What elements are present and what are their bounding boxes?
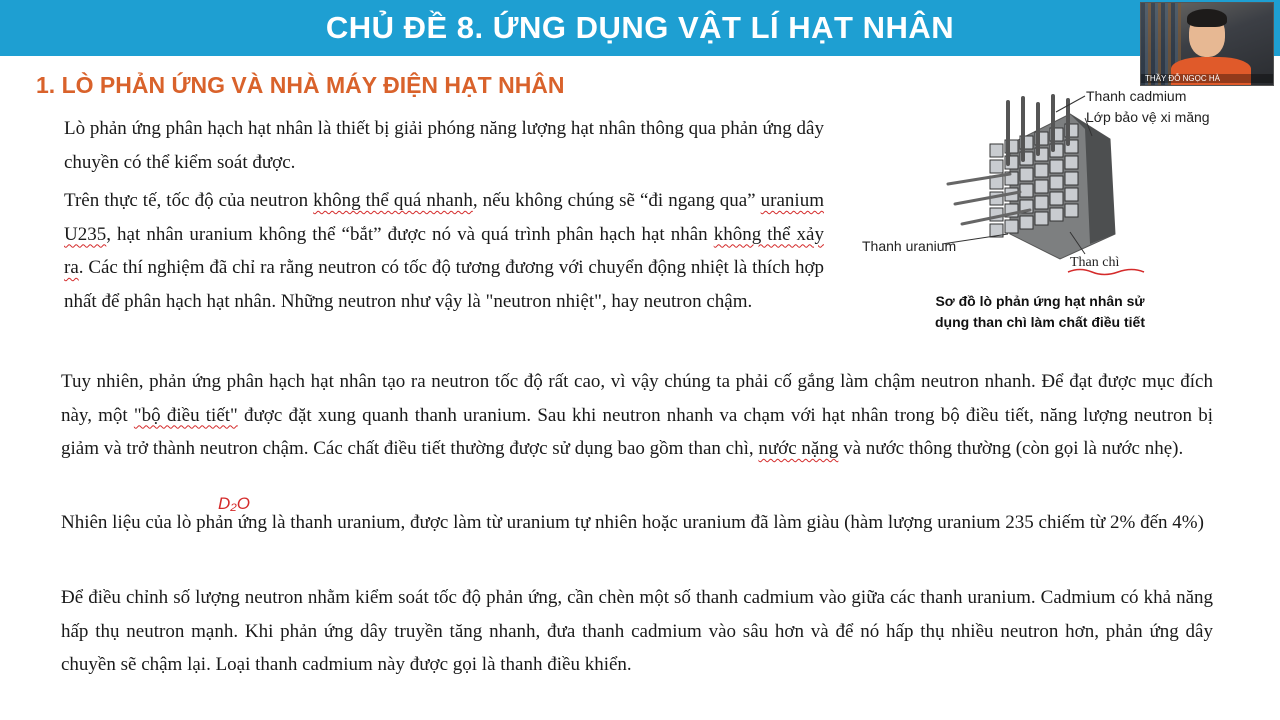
text-span: Tuy nhiên, phản ứng phân hạch hạt nhân tạo ra neutron tốc độ rất cao, vì vậy chúng ta phải cố gắng làm chậm neutron nhanh. Để đạt được mục đích này, một (61, 371, 1213, 426)
section-title: 1. LÒ PHẢN ỨNG VÀ NHÀ MÁY ĐIỆN HẠT NHÂN (36, 72, 565, 98)
underlined-phrase: "bộ điều tiết" (133, 404, 238, 426)
paragraph-fuel: Nhiên liệu của lò phản ứng là thanh uranium, được làm từ uranium tự nhiên hoặc uranium đã làm giàu (hàm lượng uranium 235 chiếm từ 2% đến 4%) (61, 512, 1204, 533)
presenter-hair (1187, 9, 1227, 27)
paragraph-intro: Lò phản ứng phân hạch hạt nhân là thiết bị giải phóng năng lượng hạt nhân thông qua phản ứng dây chuyền có thể kiểm soát được. (64, 118, 824, 173)
caption-line: dụng than chì làm chất điều tiết (934, 314, 1145, 330)
text-span: , nếu không chúng sẽ “đi ngang qua” (472, 190, 761, 211)
paragraph-control-rods: Để điều chỉnh số lượng neutron nhằm kiểm soát tốc độ phản ứng, cần chèn một số thanh cadmium vào giữa các thanh uranium. Cadmium có khả năng hấp thụ neutron mạnh. Khi phản ứng dây truyền tăng nhanh, đưa thanh cadmium vào sâu hơn và để nó hấp thụ nhiều neutron hơn, phản ứng dây chuyền sẽ chậm lại. Loại thanh cadmium này được gọi là thanh điều khiển. (61, 587, 1213, 675)
paragraph-moderator (61, 365, 1213, 466)
handwritten-annotation: D₂O (218, 494, 250, 513)
label-graphite: Than chì (1070, 255, 1120, 270)
text-span: được đặt xung quanh thanh uranium. Sau khi neutron nhanh va chạm với hạt nhân trong bộ điều tiết, năng lượng neutron bị giảm và trở thành neutron chậm. Các chất điều tiết thường được sử dụng bao gồm than chì, (61, 404, 1213, 459)
paragraph-neutron-speed (64, 184, 824, 318)
webcam-video (1140, 2, 1274, 86)
text-span: . Các thí nghiệm đã chỉ ra rằng neutron có tốc độ tương đương với chuyển động nhiệt là thích hợp nhất để phân hạch hạt nhân. Những neutron như vậy là "neutron nhiệt", hay neutron chậm. (64, 257, 824, 312)
underlined-phrase: không thể quá nhanh (313, 190, 473, 211)
label-uranium-rod: Thanh uranium (862, 238, 957, 254)
text-span: , hạt nhân uranium không thể “bắt” được nó và quá trình phân hạch hạt nhân (106, 223, 714, 245)
text-span: và nước thông thường (còn gọi là nước nhẹ). (838, 438, 1184, 459)
header-bar (0, 0, 1280, 56)
label-cadmium-rod: Thanh cadmium (1086, 88, 1187, 104)
underlined-phrase: nước nặng (758, 438, 839, 459)
label-cement-shield: Lớp bảo vệ xi măng (1086, 109, 1210, 125)
text-span: Trên thực tế, tốc độ của neutron (64, 190, 314, 211)
page-title: CHỦ ĐỀ 8. ỨNG DỤNG VẬT LÍ HẠT NHÂN (325, 10, 955, 45)
caption-line: Sơ đồ lò phản ứng hạt nhân sử (935, 293, 1145, 309)
figure-caption (905, 291, 1175, 333)
webcam-name-label: THẦY ĐỖ NGỌC HÀ (1141, 74, 1274, 83)
underlined-phrase: uranium U235 (64, 190, 824, 245)
underlined-phrase: không thể xảy ra (64, 223, 824, 278)
